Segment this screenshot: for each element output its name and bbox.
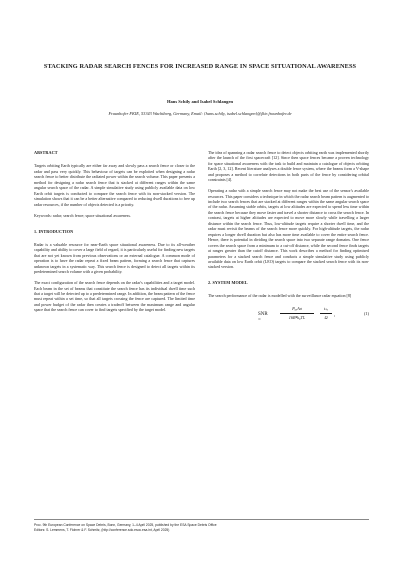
right-paragraph-2: Operating a radar with a simple search fence may not make the best use of the sensor's available resources. This paper considers a technique in which the radar search beam pattern is augmented to include two search fences that are stacked at different ranges within the same angular search space of the radar. Assuming stable orbits, targets at low altitudes are expected to spend less time within the search fence because they move faster and travel a shorter distance to cross the search fence. In contrast, targets at higher altitudes are expected to move more slowly while travelling a larger distance within the search fence. Thus, low-altitude targets require a shorter dwell time, and the radar must revisit the beams of the search fence more quickly. For high-altitude targets, the radar requires a longer dwell duration but also has more time available to cover the entire search fence. Hence, there is potential in dividing the search space into two separate range domains. One fence covers the search space from a minimum to a cut-off distance, while the second fence finds targets at ranges greater than the cutoff distance. This work describes a method for finding optimised parameters for a stacked search fence and conducts a simple simulative study using publicly available data on low Earth orbit (LEO) targets to compare the stacked search fence with its non-stacked version.: [208, 188, 369, 270]
introduction-heading: 1. INTRODUCTION: [34, 228, 74, 234]
right-column: [208, 150, 369, 330]
keywords: Keywords: radar; search fence; space situational awareness.: [34, 213, 131, 219]
equation-denominator-1: 16R⁴k₀TL: [288, 314, 306, 320]
right-paragraph-1: The idea of spanning a radar search fence to detect objects orbiting earth was implemented shortly after the launch of the first spacecraft [12]. Since then space fences became a proven technology for space situational awareness with the task to build and maintain a catalogue of objects orbiting Earth [2, 3, 12]. Recent literature analyses a double fence system, where the beams form a V-shape and proposes a method to correlate detections in both parts of the fence by considering orbital constraints [4].: [208, 150, 369, 183]
snr-equation: [208, 304, 369, 328]
equation-lhs: SNR =: [258, 312, 268, 323]
system-model-heading: 2. SYSTEM MODEL: [208, 279, 248, 285]
equation-comma: ,: [334, 313, 336, 319]
abstract-heading: ABSTRACT: [34, 150, 58, 155]
footer-line-1: Proc. 9th European Conference on Space Debris, Bonn, Germany, 1–4 April 2025, published by the ESA Space Debris Office: [34, 523, 217, 527]
footer-rule: [34, 519, 369, 520]
paper-affiliation: Fraunhofer FKIE, 53343 Wachtberg, Germany, Email: {hans.schily, isabel.schlangen}@fkie.fraunhofer.de: [108, 111, 292, 116]
equation-number: (1): [363, 311, 369, 317]
paper-title: STACKING RADAR SEARCH FENCES FOR INCREASED RANGE IN SPACE SITUATIONAL AWARENESS: [43, 63, 357, 70]
left-column: [34, 150, 195, 318]
equation-fraction-2: [320, 306, 332, 320]
intro-paragraph-1: Radar is a valuable resource for near-Earth space situational awareness. Due to its all-weather capability and ability to cover a large field of regard, it is particularly useful for finding new targets that are not yet known from previous observations or an external catalogue. A common mode of operation is to have the radar repeat a fixed beam pattern, forming a search fence that captures unknown targets in a systematic way. This search fence is designed to detect all targets within its predetermined search volume with a given probability.: [34, 241, 195, 275]
equation-numerator-2: tₛₑ: [320, 306, 332, 313]
abstract-text: Targets orbiting Earth typically are either far away and slowly pass a search fence or closer to the radar and pass very quickly. This behaviour of targets can be exploited when designing a radar search fence to better distribute the radiated power within the search volume. This paper presents a method for designing a radar search fence that is stacked at different ranges within the same angular search space of the radar. A simple simulative study using publicly available data on low Earth orbit targets is conducted to compare the search fence with its non-stacked version. The simulation shows that it can be a better alternative compared to reducing dwell durations to free up radar resources, if the number of objects detected is a priority.: [34, 163, 195, 207]
footer-line-2: Editors: S. Lemmens, T. Flohrer & F. Schmitz, (http://conference.sdo.esoc.esa.int, April 2025): [34, 528, 170, 532]
equation-fraction-1: [280, 306, 314, 320]
paper-authors: Hans Schily and Isabel Schlangen: [166, 99, 234, 104]
equation-numerator-1: PₐᵥAσ: [280, 306, 314, 313]
system-model-paragraph: The search performance of the radar is modelled with the surveillance radar equation [8]: [208, 293, 352, 299]
intro-paragraph-2: The exact configuration of the search fence depends on the radar's capabilities and a target model. Each beam in the set of beams that constitute the search fence has its individual dwell time such that a target will be detected up to a predetermined range. In addition, the beam pattern of the fence must repeat within a set time, so that all targets crossing the fence are captured. The limited time and power budget of the radar then creates a tradeoff between the maximum range and angular space that the search fence can cover to find targets specified by the target model.: [34, 280, 195, 313]
equation-denominator-2: Ω: [324, 314, 328, 320]
